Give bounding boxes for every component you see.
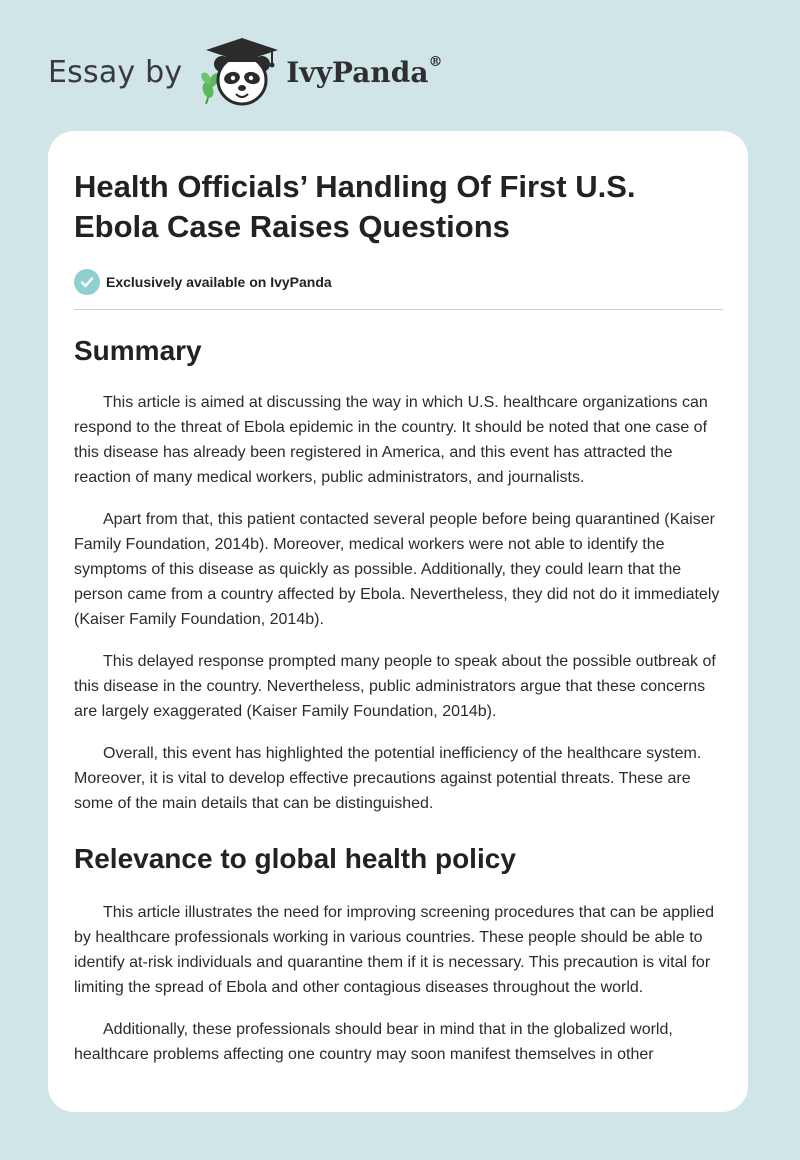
exclusive-badge bbox=[74, 269, 723, 295]
paragraph: This article illustrates the need for improving screening procedures that can be applied by healthcare professionals working in various countries. These people should be able to identify at-risk individuals and quarantine them if it is necessary. This precaution is vital for limiting the spread of Ebola and other contagious diseases throughout the world. bbox=[74, 904, 714, 996]
article-card bbox=[48, 131, 748, 1112]
paragraph: Apart from that, this patient contacted several people before being quarantined (Kaiser Family Foundation, 2014b). Moreover, medical workers were not able to identify the symptoms of this disease as quickly as possible. Additionally, they could learn that the person came from a country affected by Ebola. Nevertheless, they did not do it immediately (Kaiser Family Foundation, 2014b). bbox=[74, 511, 720, 628]
article-title bbox=[74, 167, 723, 247]
registered-mark: ® bbox=[428, 53, 443, 70]
title-divider bbox=[74, 309, 723, 310]
brand-name[interactable] bbox=[286, 53, 443, 89]
check-circle-icon bbox=[74, 269, 100, 295]
paragraph: Overall, this event has highlighted the potential inefficiency of the healthcare system. Moreover, it is vital to develop effective precautions against potential threats. These are some of the main details that can be distinguished. bbox=[74, 745, 702, 812]
brand-text: IvyPanda bbox=[286, 55, 429, 89]
section-heading-relevance: Relevance to global health policy bbox=[74, 843, 516, 874]
title-line-1: Health Officials’ Handling Of First U.S. bbox=[74, 169, 636, 204]
article-content bbox=[74, 167, 723, 1067]
title-line-2: Ebola Case Raises Questions bbox=[74, 209, 510, 244]
panda-graduate-logo-icon[interactable] bbox=[196, 34, 282, 110]
paragraph: This delayed response prompted many people to speak about the possible outbreak of this disease in the country. Nevertheless, public administrators argue that these concerns are largely exaggerated (Kaiser Family Foundation, 2014b). bbox=[74, 653, 716, 720]
paragraph: Additionally, these professionals should bear in mind that in the globalized world, healthcare problems affecting one country may soon manifest themselves in other bbox=[74, 1021, 673, 1063]
section-heading-summary: Summary bbox=[74, 335, 202, 366]
site-header bbox=[48, 34, 508, 110]
essay-by-label: Essay by bbox=[48, 54, 183, 90]
paragraph: This article is aimed at discussing the way in which U.S. healthcare organizations can respond to the threat of Ebola epidemic in the country. It should be noted that one case of this disease has already been registered in America, and this event has attracted the reaction of many medical workers, public administrators, and journalists. bbox=[74, 394, 708, 486]
exclusive-label: Exclusively available on IvyPanda bbox=[106, 274, 332, 290]
